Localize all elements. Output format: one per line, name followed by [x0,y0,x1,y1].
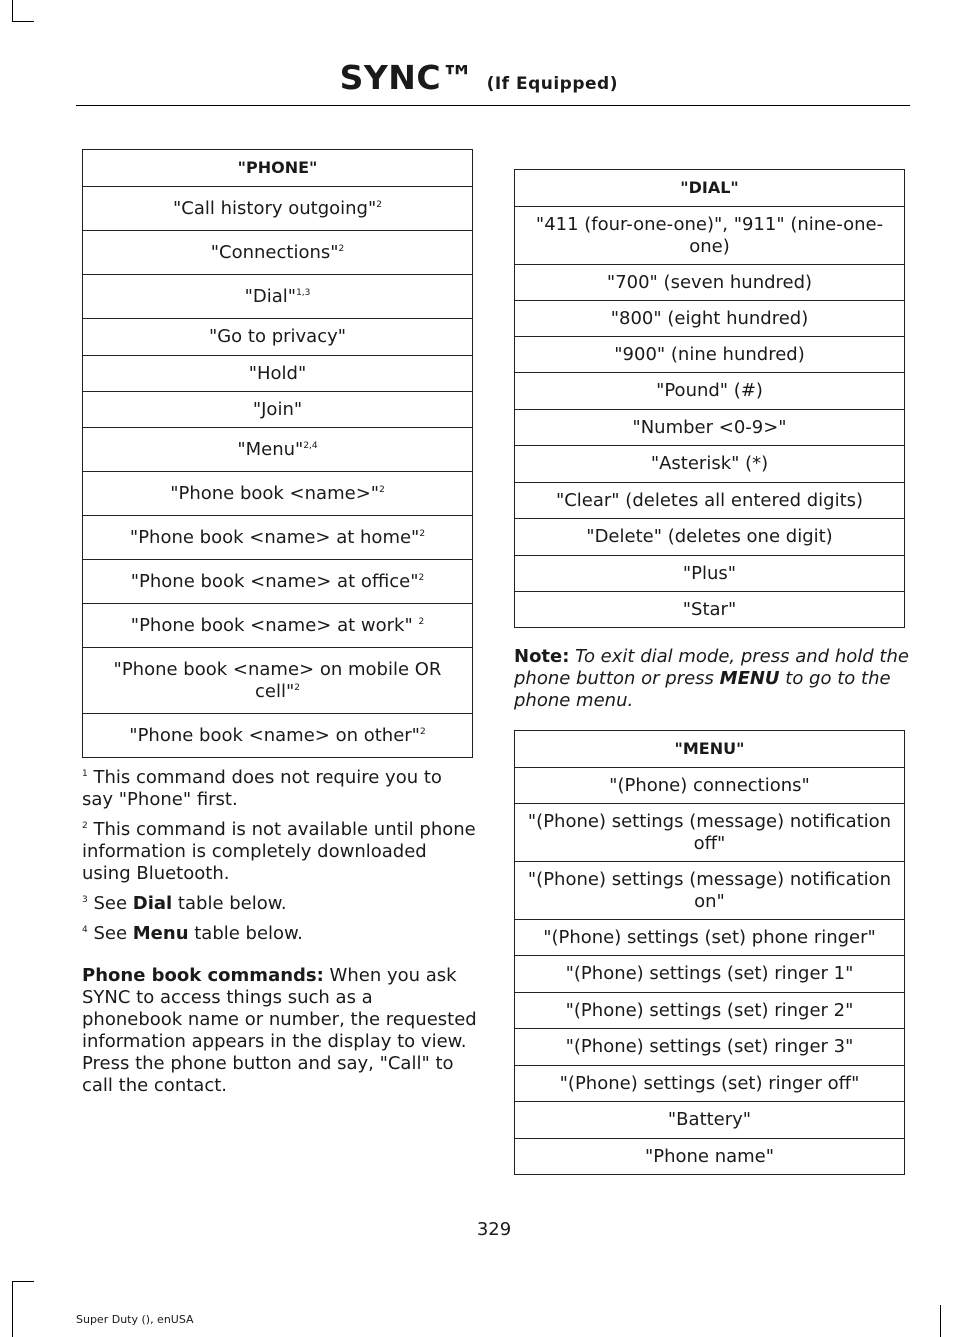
table-row: "Phone book <name> on mobile OR cell"$^2$ [83,648,473,714]
table-row: "(Phone) settings (set) phone ringer" [515,920,905,956]
table-row: "Go to privacy" [83,319,473,356]
table-row: "700" (seven hundred) [515,265,905,301]
table-row: "Asterisk" (*) [515,446,905,483]
footnote: $^4$ See Menu table below. [82,923,303,944]
table-row: "Number <0-9>" [515,410,905,446]
table-row: "Call history outgoing"$^2$ [83,187,473,231]
table-row: "(Phone) connections" [515,768,905,804]
table-row: "Delete" (deletes one digit) [515,519,905,556]
phone-book-paragraph: Phone book commands: When you ask SYNC to access things such as a phonebook name or number, the requested information appears in the display to view. Press the phone button and say, "Call" to call the contact. [82,965,477,1096]
table-row: "411 (four-one-one)", "911" (nine-one-one) [515,207,905,265]
dial-commands-table [514,169,905,628]
table-row: "(Phone) settings (message) notification on" [515,862,905,920]
page-number: 329 [476,1219,512,1240]
crop-mark [12,21,34,22]
table-header: "MENU" [515,731,905,768]
table-row: "Clear" (deletes all entered digits) [515,483,905,519]
crop-mark [12,1281,13,1337]
page-header [340,58,618,97]
table-row: "Join" [83,392,473,428]
note-paragraph: Note: To exit dial mode, press and hold the phone button or press MENU to go to the phone menu. [514,646,909,711]
table-row: "(Phone) settings (set) ringer 3" [515,1029,905,1066]
table-row: "(Phone) settings (message) notification off" [515,804,905,862]
crop-mark [940,1305,941,1337]
footnotes [82,767,477,1105]
table-row: "Star" [515,592,905,628]
table-row: "Menu"$^{2,4}$ [83,428,473,472]
table-row: "Phone book <name>"$^2$ [83,472,473,516]
table-row: "900" (nine hundred) [515,337,905,373]
table-row: "Plus" [515,556,905,592]
crop-mark [12,0,13,22]
footer-text: Super Duty (), enUSA [76,1313,194,1326]
note-label: Note: [514,646,570,667]
table-row: "Phone name" [515,1139,905,1175]
table-row: "(Phone) settings (set) ringer 1" [515,956,905,993]
footnote: $^2$ This command is not available until phone information is completely downloaded using Bluetooth. [82,819,476,884]
header-title: SYNC™ [339,58,475,97]
table-row: "Phone book <name> at home"$^2$ [83,516,473,560]
table-row: "Hold" [83,356,473,392]
table-row: "Phone book <name> at office"$^2$ [83,560,473,604]
table-row: "Phone book <name> on other"$^2$ [83,714,473,758]
phone-commands-table [82,149,473,758]
crop-mark [12,1281,34,1282]
table-row: "Dial"$^{1,3}$ [83,275,473,319]
table-row: "(Phone) settings (set) ringer 2" [515,993,905,1029]
table-header: "PHONE" [83,150,473,187]
table-row: "Pound" (#) [515,373,905,410]
table-row: "Phone book <name> at work" $^2$ [83,604,473,648]
header-subtitle: (If Equipped) [486,74,618,94]
footnote: $^3$ See Dial table below. [82,893,287,914]
header-rule [76,105,910,106]
table-row: "800" (eight hundred) [515,301,905,337]
table-header: "DIAL" [515,170,905,207]
table-row: "Connections"$^2$ [83,231,473,275]
table-row: "(Phone) settings (set) ringer off" [515,1066,905,1102]
footnote: $^1$ This command does not require you to say "Phone" first. [82,767,442,810]
menu-commands-table [514,730,905,1175]
table-row: "Battery" [515,1102,905,1139]
